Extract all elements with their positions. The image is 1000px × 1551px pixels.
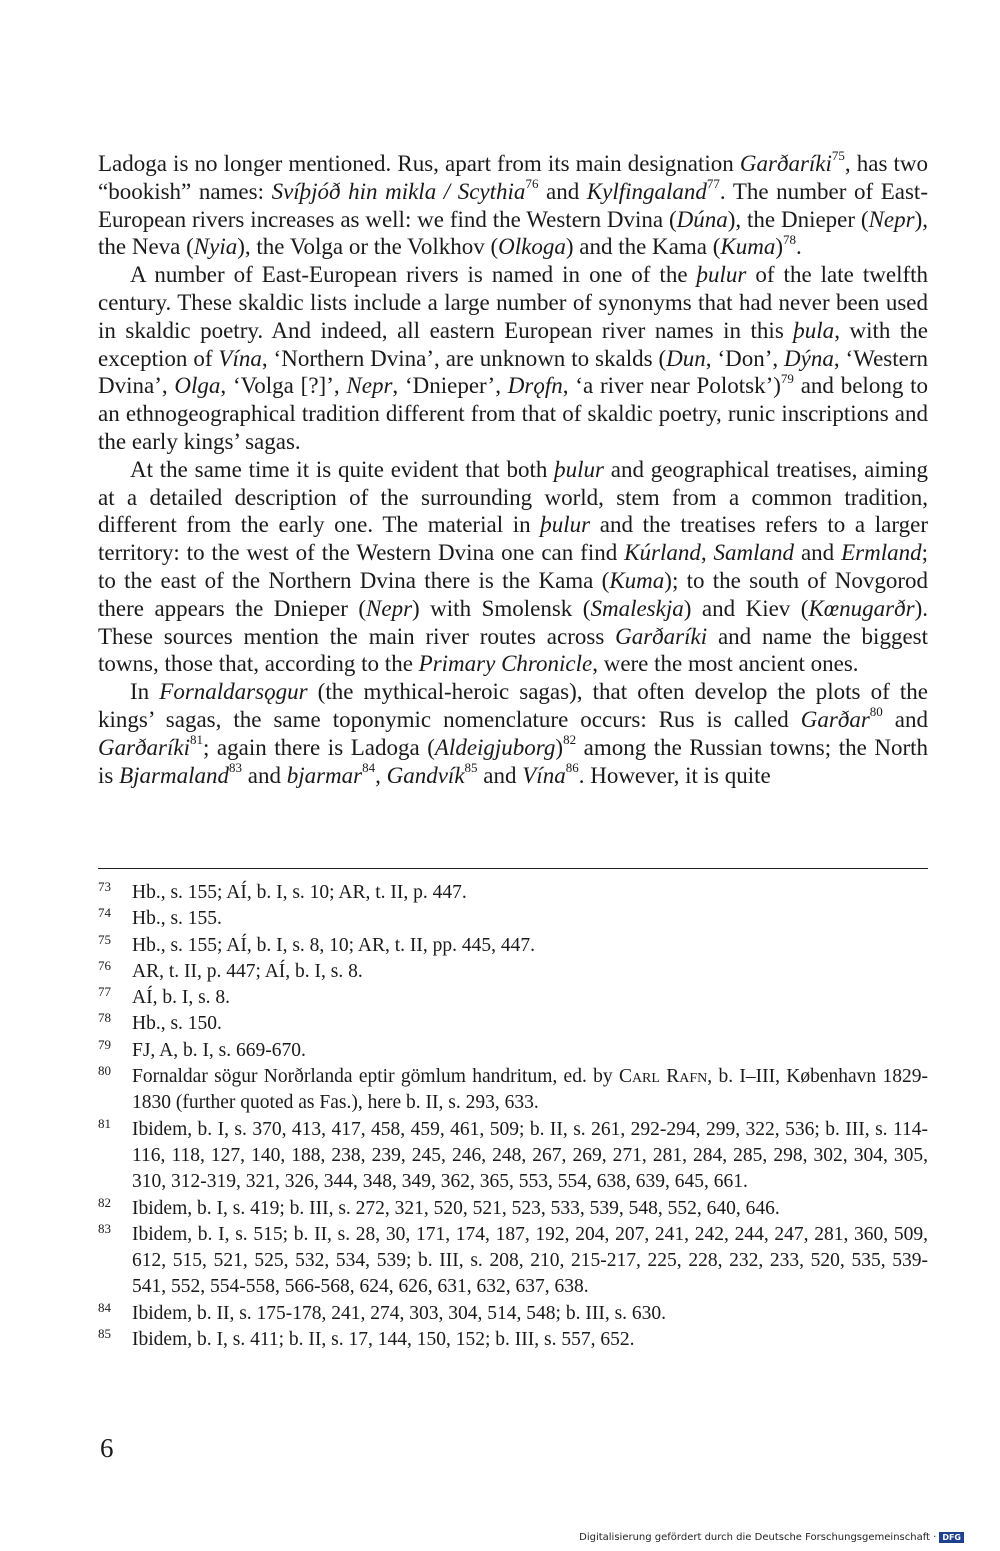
footnote-ref: 81 bbox=[190, 732, 203, 748]
text-run: Hb., s. 155. bbox=[132, 908, 222, 930]
footnote-number: 83 bbox=[98, 1220, 111, 1236]
italic-text: Garðar bbox=[800, 706, 870, 732]
text-run: and the treatises refers to a larger territory: to the west of the Western Dvina one can find bbox=[98, 512, 928, 566]
text-run: ). These sources mention the main river routes across bbox=[98, 595, 928, 649]
text-run: ) and Kiev ( bbox=[683, 595, 809, 621]
text-run: ; to the east of the Northern Dvina there is the Kama ( bbox=[98, 540, 928, 593]
italic-text: Primary Chronicle bbox=[418, 651, 593, 677]
footnote-number: 73 bbox=[98, 879, 111, 894]
footnote-ref: 78 bbox=[783, 231, 797, 247]
text-run: ) bbox=[555, 734, 564, 760]
footnote-text bbox=[132, 1301, 928, 1327]
text-run: and belong to an ethnogeographical tradition different from that of skaldic poetry, runic inscriptions and the early kings’ sagas. bbox=[98, 373, 929, 454]
text-run: In bbox=[130, 679, 160, 705]
text-run: and bbox=[882, 706, 928, 732]
footnote-ref: 79 bbox=[780, 370, 794, 386]
page-number: 6 bbox=[100, 1433, 114, 1463]
text-run: ), the Neva ( bbox=[98, 206, 928, 260]
text-run: Ladoga is no longer mentioned. Rus, apart from its main designation bbox=[98, 151, 740, 176]
text-run: , ‘Dnieper’, bbox=[392, 373, 508, 399]
footnote bbox=[98, 1222, 928, 1301]
footnote-separator bbox=[98, 868, 928, 869]
footnote-text bbox=[132, 1117, 928, 1196]
footnote bbox=[98, 985, 928, 1011]
text-run: AR, t. II, p. 447; AÍ, b. I, s. 8. bbox=[132, 960, 363, 982]
footnote bbox=[98, 933, 928, 959]
text-run: At the same time it is quite evident that both bbox=[130, 456, 555, 482]
footnote-number: 75 bbox=[98, 931, 111, 947]
text-run: and bbox=[538, 178, 587, 204]
italic-text: Bjarmaland bbox=[119, 762, 229, 788]
italic-text: Aldeigjuborg bbox=[434, 734, 556, 760]
text-run: AÍ, b. I, s. 8. bbox=[132, 987, 231, 1009]
footnote-number: 84 bbox=[98, 1299, 111, 1315]
italic-text: Kylfingaland bbox=[586, 178, 707, 204]
text-run: ), the Dnieper ( bbox=[727, 206, 869, 232]
italic-text: Garðaríki bbox=[615, 623, 708, 649]
italic-text: Nepr bbox=[346, 373, 393, 399]
paragraph bbox=[98, 150, 928, 261]
text-run: ) with Smolensk ( bbox=[412, 595, 591, 621]
italic-text: Dúna bbox=[676, 206, 728, 232]
footnote bbox=[98, 1064, 928, 1117]
footnote-ref: 82 bbox=[563, 732, 577, 748]
paragraph bbox=[98, 456, 928, 678]
italic-text: þulur bbox=[554, 456, 604, 482]
text-run: A number of East-European rivers is named in one of the bbox=[130, 262, 697, 288]
footnote-number: 82 bbox=[98, 1194, 111, 1210]
footnote-number: 85 bbox=[98, 1326, 111, 1342]
footnote-text bbox=[132, 959, 928, 985]
footnote-number: 78 bbox=[98, 1010, 111, 1026]
text-run: , ‘Northern Dvina’, are unknown to skalds ( bbox=[261, 345, 667, 371]
footnote-text bbox=[132, 906, 928, 932]
paragraph bbox=[98, 261, 928, 456]
footnote-text bbox=[132, 1222, 928, 1301]
text-run: , with the exception of bbox=[98, 317, 928, 371]
italic-text: Vína bbox=[218, 345, 262, 371]
text-run: , ‘a river near Polotsk’) bbox=[562, 373, 781, 399]
italic-text: þula bbox=[793, 317, 835, 343]
text-run: Hb., s. 155; AÍ, b. I, s. 8, 10; AR, t. II, pp. 445, 447. bbox=[132, 934, 536, 956]
text-run: ) bbox=[775, 234, 784, 260]
italic-text: Nepr bbox=[366, 595, 413, 621]
footnote-number: 74 bbox=[98, 905, 111, 921]
text-run: Hb., s. 155; AÍ, b. I, s. 10; AR, t. II, p. 447. bbox=[132, 882, 467, 903]
italic-text: þulur bbox=[696, 262, 747, 288]
footnote-ref: 84 bbox=[362, 759, 376, 775]
text-run: Ibidem, b. I, s. 370, 413, 417, 458, 459, 461, 509; b. II, s. 261, 292-294, 299, 322, 536; b. III, s. 114-116, 118, 127, 140, 188, 238, 239, 245, 246, 248, 267, 269, 271, 281, 284, 285, 298, 302, 304, 305, 310, 312-319, 321, 326, 344, 348, 349, 362, 365, 553, 554, 638, 639, 645, 661. bbox=[132, 1118, 928, 1193]
footnote-ref: 80 bbox=[869, 704, 883, 720]
text-run: and bbox=[477, 762, 523, 788]
text-run: , were the most ancient ones. bbox=[592, 651, 859, 677]
text-run: , ‘Western Dvina’, bbox=[98, 345, 928, 399]
italic-text: þulur bbox=[540, 512, 591, 538]
text-run: of the late twelfth century. These skaldic lists include a large number of synonyms that had never been used in skaldic poetry. And indeed, all eastern European river names in this bbox=[98, 262, 929, 343]
text-run: Carl Rafn bbox=[618, 1066, 708, 1088]
text-run: ); to the south of Novgorod there appears the Dnieper ( bbox=[98, 567, 928, 621]
italic-text: Ermland bbox=[841, 540, 922, 566]
italic-text: bjarmar bbox=[286, 762, 363, 788]
footnote-text bbox=[132, 880, 928, 906]
footnote-number: 80 bbox=[98, 1063, 111, 1079]
italic-text: Nepr bbox=[868, 206, 915, 232]
footnote-ref: 83 bbox=[228, 759, 242, 775]
italic-text: Garðaríki bbox=[98, 734, 190, 760]
footnote bbox=[98, 906, 928, 932]
italic-text: Drǫfn bbox=[507, 373, 563, 399]
italic-text: Garðaríki bbox=[739, 151, 832, 176]
italic-text: Kuma bbox=[609, 567, 665, 593]
footnote-number: 79 bbox=[98, 1036, 111, 1052]
text-run: Ibidem, b. I, s. 411; b. II, s. 17, 144, 150, 152; b. III, s. 557, 652. bbox=[132, 1329, 635, 1351]
italic-text: Dun bbox=[666, 345, 706, 371]
italic-text: Kuma bbox=[720, 234, 776, 260]
text-run: ), the Volga or the Volkhov ( bbox=[237, 234, 499, 260]
text-run: and bbox=[241, 762, 287, 788]
footnote-ref: 75 bbox=[831, 148, 845, 164]
text-run: . However, it is quite bbox=[578, 762, 771, 788]
footnote bbox=[98, 1038, 928, 1064]
dfg-logo: DFG bbox=[939, 1532, 964, 1543]
text-run: FJ, A, b. I, s. 669-670. bbox=[132, 1039, 306, 1061]
text-run: Ibidem, b. I, s. 515; b. II, s. 28, 30, 171, 174, 187, 192, 204, 207, 241, 242, 244, 247, 281, 360, 509, 612, 515, 521, 525, 532, 534, 539; b. III, s. 208, 210, 215-217, 225, 228, 232, 233, 520, 535, 539-541, 552, 554-558, 566-568, 624, 626, 631, 632, 637, 638. bbox=[132, 1223, 928, 1298]
text-run: . The number of East-European rivers increases as well: we find the Western Dvina ( bbox=[98, 178, 928, 232]
text-run: , ‘Don’, bbox=[705, 345, 785, 371]
digitization-credit bbox=[579, 1532, 964, 1543]
text-run: and name the biggest towns, those that, according to the bbox=[98, 623, 929, 677]
body-text bbox=[98, 150, 928, 789]
text-run: Hb., s. 150. bbox=[132, 1013, 222, 1035]
text-run: and bbox=[794, 540, 842, 566]
italic-text: Kúrland, Samland bbox=[624, 540, 795, 566]
text-run: (the mythical-heroic sagas), that often develop the plots of the kings’ sagas, the same toponymic nomenclature occurs: Rus is called bbox=[98, 679, 928, 732]
italic-text: Fornaldarsǫgur bbox=[159, 679, 308, 705]
text-run: , has two “bookish” names: bbox=[98, 151, 928, 204]
footnote bbox=[98, 880, 928, 906]
text-run: , b. I–III, København 1829-1830 (further quoted as Fas.), here b. II, s. 293, 633. bbox=[132, 1066, 928, 1114]
footnote-text bbox=[132, 1038, 928, 1064]
text-run: ; again there is Ladoga ( bbox=[203, 734, 435, 760]
text-run: and geographical treatises, aiming at a detailed description of the surrounding world, stem from a common tradition, different from the early one. The material in bbox=[98, 456, 929, 538]
footnote bbox=[98, 1011, 928, 1037]
text-run: Fornaldar sögur Norðrlanda eptir gömlum handritum, ed. by bbox=[132, 1066, 619, 1088]
footnote-ref: 85 bbox=[464, 759, 478, 775]
italic-text: Olga bbox=[174, 373, 221, 399]
text-run: Ibidem, b. II, s. 175-178, 241, 274, 303, 304, 514, 548; b. III, s. 630. bbox=[132, 1302, 667, 1324]
footnote-text bbox=[132, 1327, 928, 1353]
italic-text: , Gandvík bbox=[375, 762, 465, 788]
footnote bbox=[98, 1301, 928, 1327]
paragraph bbox=[98, 678, 928, 789]
footnote-text bbox=[132, 1011, 928, 1037]
footnote bbox=[98, 1327, 928, 1353]
footnote-number: 77 bbox=[98, 984, 111, 1000]
footnote-text bbox=[132, 985, 928, 1011]
footnote bbox=[98, 1196, 928, 1222]
text-run: , ‘Volga [?]’, bbox=[220, 373, 347, 399]
text-run: Ibidem, b. I, s. 419; b. III, s. 272, 321, 520, 521, 523, 533, 539, 548, 552, 640, 646. bbox=[132, 1197, 780, 1219]
footnote-text bbox=[132, 933, 928, 959]
text-run: ) and the Kama ( bbox=[565, 234, 721, 260]
italic-text: Olkoga bbox=[498, 234, 566, 260]
footnotes bbox=[98, 880, 928, 1353]
italic-text: Smaleskja bbox=[590, 595, 684, 621]
credit-text: Digitalisierung gefördert durch die Deutsche Forschungsgemeinschaft · bbox=[579, 1532, 937, 1543]
italic-text: Vína bbox=[522, 762, 566, 788]
footnote-number: 76 bbox=[98, 957, 111, 973]
italic-text: Dýna bbox=[784, 345, 834, 371]
italic-text: Nyia bbox=[193, 234, 238, 260]
footnote-text bbox=[132, 1064, 928, 1117]
text-run: . bbox=[796, 234, 802, 260]
footnote-number: 81 bbox=[98, 1115, 111, 1131]
footnote-ref: 76 bbox=[525, 176, 539, 192]
footnote-ref: 77 bbox=[706, 176, 720, 192]
footnote bbox=[98, 1117, 928, 1196]
text-run: among the Russian towns; the North is bbox=[98, 734, 928, 788]
footnote-text bbox=[132, 1196, 928, 1222]
footnote-ref: 86 bbox=[565, 759, 579, 775]
footnote bbox=[98, 959, 928, 985]
italic-text: Kœnugarðr bbox=[808, 595, 915, 621]
italic-text: Svíþjóð hin mikla / Scythia bbox=[271, 178, 526, 204]
